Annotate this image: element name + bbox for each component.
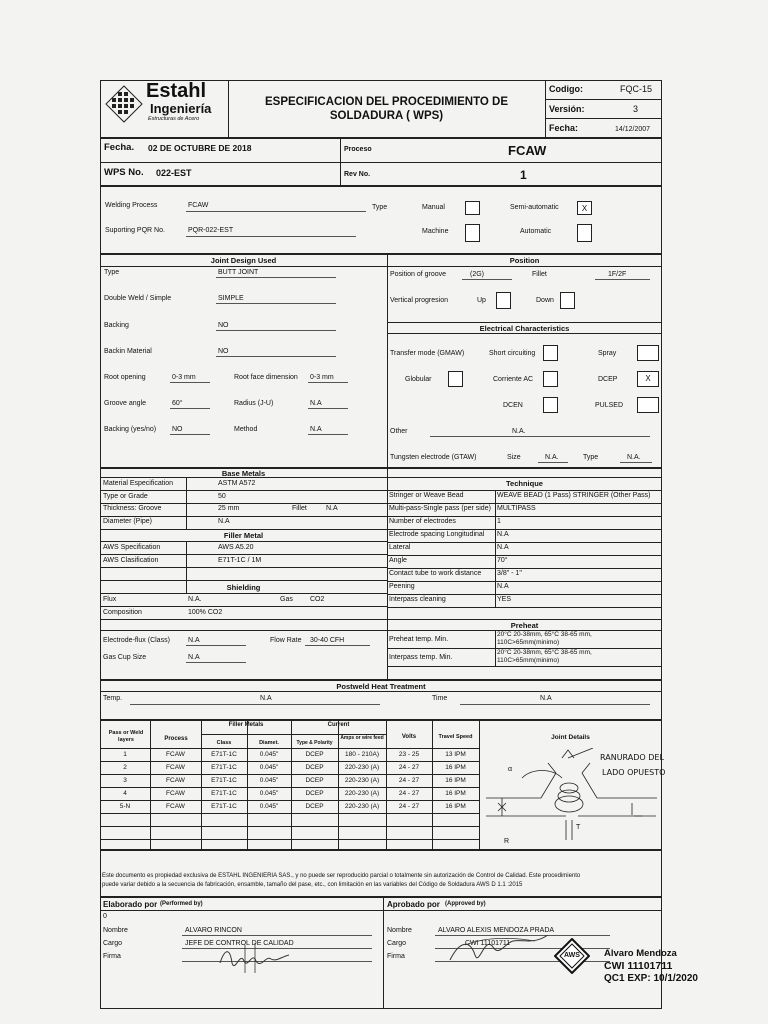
pass-cell[interactable]: 13 IPM bbox=[445, 751, 466, 758]
tungsten-type-label: Type bbox=[583, 454, 599, 461]
h-filler: Filler Metals bbox=[228, 722, 264, 728]
other-label: Other bbox=[390, 428, 408, 435]
pwht-temp-value[interactable]: N.A bbox=[260, 695, 272, 702]
form-title-line-1: ESPECIFICACION DEL PROCEDIMIENTO DE bbox=[264, 96, 509, 108]
technique-value[interactable]: N.A bbox=[497, 531, 509, 538]
pass-cell[interactable]: 24 - 27 bbox=[398, 790, 420, 797]
corriente-ac-label: Corriente AC bbox=[493, 376, 534, 383]
semi-automatic-checkbox[interactable]: X bbox=[577, 201, 592, 215]
technique-value[interactable]: YES bbox=[497, 596, 512, 603]
dcep-checkbox[interactable]: X bbox=[637, 371, 659, 387]
aprobado-label: Aprobado por bbox=[387, 900, 440, 909]
gas-label: Gas bbox=[280, 596, 293, 603]
pass-cell[interactable]: 0.045" bbox=[259, 764, 279, 771]
down-label: Down bbox=[536, 297, 554, 304]
position-fillet-value[interactable]: 1F/2F bbox=[608, 271, 627, 278]
h-joint-details: Joint Details bbox=[551, 734, 590, 741]
form-title-line-2: SOLDADURA ( WPS) bbox=[329, 110, 444, 122]
tungsten-label: Tungsten electrode (GTAW) bbox=[390, 454, 477, 461]
double-weld-label: Double Weld / Simple bbox=[104, 295, 172, 302]
backing-label: Backing bbox=[104, 322, 129, 329]
base-metal-label: Material Especification bbox=[103, 480, 174, 487]
globular-checkbox[interactable] bbox=[448, 371, 463, 387]
position-groove-label: Position of groove bbox=[390, 271, 447, 278]
base-metal-value[interactable]: ASTM A572 bbox=[218, 480, 256, 487]
process-box bbox=[100, 186, 662, 254]
thickness-fillet-label: Fillet bbox=[292, 505, 307, 512]
technique-row-line bbox=[387, 568, 662, 569]
stamp-line-1: Alvaro Mendoza bbox=[604, 948, 677, 959]
short-circuiting-label: Short circuiting bbox=[489, 350, 536, 357]
down-checkbox[interactable] bbox=[560, 292, 575, 309]
dim-r: R bbox=[504, 838, 510, 845]
size-value[interactable]: N.A. bbox=[545, 454, 559, 461]
codigo-value: FQC-15 bbox=[620, 84, 653, 94]
wps-value: 022-EST bbox=[156, 168, 192, 178]
pass-row-line bbox=[100, 800, 479, 801]
pass-cell[interactable]: 0.045" bbox=[259, 803, 279, 810]
base-metal-value[interactable]: 25 mm bbox=[218, 505, 240, 512]
technique-label: Number of electrodes bbox=[389, 518, 456, 525]
pass-cell[interactable]: 2 bbox=[123, 764, 127, 771]
machine-checkbox[interactable] bbox=[465, 224, 480, 242]
composition-label: Composition bbox=[103, 609, 142, 616]
disclaimer-line-2: puede variar debido a la secuencia de fabricación, ensamble, tamaño del pase, etc., con limitación en las variables del Código de Soldadura AWS D 1.1 :2015 bbox=[102, 882, 523, 888]
technique-row-line bbox=[387, 516, 662, 517]
root-face-value[interactable]: 0-3 mm bbox=[310, 374, 334, 381]
backin-material-value[interactable]: NO bbox=[218, 348, 229, 355]
proceso-label: Proceso bbox=[344, 146, 372, 153]
rev-label: Rev No. bbox=[344, 171, 371, 178]
rev-value: 1 bbox=[520, 168, 527, 182]
pass-cell[interactable]: 16 IPM bbox=[445, 790, 466, 797]
h-volts: Volts bbox=[401, 734, 417, 740]
version-label: Versión: bbox=[549, 104, 585, 114]
joint-annotation-1: RANURADO DEL bbox=[600, 753, 664, 762]
position-fillet-label: Fillet bbox=[532, 271, 547, 278]
preheat-min-value-1[interactable]: 20°C 20-38mm, 65°C 38-65 mm, bbox=[497, 631, 592, 638]
pwht-time-label: Time bbox=[432, 695, 448, 702]
pass-col-line bbox=[247, 720, 248, 850]
base-metal-label: Type or Grade bbox=[103, 493, 148, 500]
transfer-mode-label: Transfer mode (GMAW) bbox=[390, 350, 465, 357]
filler-subheader-line bbox=[201, 734, 386, 735]
root-opening-label: Root opening bbox=[104, 374, 146, 381]
pass-cell[interactable]: 24 - 27 bbox=[398, 777, 420, 784]
preheat-heading: Preheat bbox=[510, 621, 539, 630]
pass-col-line bbox=[291, 720, 292, 850]
dim-alpha: α bbox=[508, 766, 513, 773]
pass-cell[interactable]: 180 - 210A) bbox=[345, 751, 379, 758]
technique-value[interactable]: 3/8" - 1" bbox=[497, 570, 522, 577]
shielding-heading: Shielding bbox=[226, 583, 261, 592]
technique-label: Stringer or Weave Bead bbox=[389, 492, 464, 499]
h-type: Type & Polarity bbox=[296, 740, 333, 746]
pass-cell[interactable]: 3 bbox=[123, 777, 127, 784]
composition-value[interactable]: 100% CO2 bbox=[188, 609, 223, 616]
aws-stamp-logo: AWS bbox=[564, 952, 580, 959]
pass-cell[interactable]: FCAW bbox=[166, 790, 185, 797]
elaborado-firma-label: Firma bbox=[103, 953, 121, 960]
pass-cell[interactable]: FCAW bbox=[166, 764, 185, 771]
pwht-time-value[interactable]: N.A bbox=[540, 695, 552, 702]
pass-row-line bbox=[100, 826, 479, 827]
fecha-header-label: Fecha: bbox=[549, 123, 579, 133]
aprobado-sub: (Approved by) bbox=[445, 901, 486, 907]
automatic-label: Automatic bbox=[520, 228, 552, 235]
position-groove-value[interactable]: (2G) bbox=[470, 271, 484, 278]
automatic-checkbox[interactable] bbox=[577, 224, 592, 242]
aprobado-cargo-label: Cargo bbox=[387, 940, 407, 947]
pass-cell[interactable]: DCEP bbox=[305, 777, 324, 784]
welding-process-value[interactable]: FCAW bbox=[188, 202, 209, 209]
fecha-header-value: 14/12/2007 bbox=[615, 126, 651, 133]
technique-row-line bbox=[387, 607, 662, 608]
company-logo-icon bbox=[104, 84, 144, 124]
joint-design-heading: Joint Design Used bbox=[210, 256, 277, 265]
preheat-min-value-2[interactable]: 110C>65mm(minimo) bbox=[497, 639, 560, 646]
base-metal-label: Diameter (Pipe) bbox=[103, 518, 153, 525]
dcen-checkbox[interactable] bbox=[543, 397, 558, 413]
manual-checkbox[interactable] bbox=[465, 201, 480, 215]
pass-cell[interactable]: 220-230 (A) bbox=[344, 790, 380, 797]
corriente-ac-checkbox[interactable] bbox=[543, 371, 558, 387]
pass-cell[interactable]: FCAW bbox=[166, 777, 185, 784]
pass-col-line bbox=[338, 720, 339, 850]
aprobado-cargo-value[interactable]: CWI 11101711 bbox=[465, 940, 511, 947]
pass-cell[interactable]: 220-230 (A) bbox=[344, 764, 380, 771]
elaborado-cargo-label: Cargo bbox=[103, 940, 123, 947]
radius-label: Radius (J-U) bbox=[234, 400, 274, 407]
pass-cell[interactable]: DCEP bbox=[305, 764, 324, 771]
technique-value[interactable]: N.A bbox=[497, 544, 509, 551]
joint-type-label: Type bbox=[104, 269, 120, 276]
pwht-temp-label: Temp. bbox=[103, 695, 123, 702]
tungsten-type-value[interactable]: N.A. bbox=[627, 454, 641, 461]
technique-label: Angle bbox=[389, 557, 407, 564]
elaborado-sub: (Performed by) bbox=[160, 901, 203, 907]
flux-value[interactable]: N.A. bbox=[188, 596, 202, 603]
stamp-line-3: QC1 EXP: 10/1/2020 bbox=[604, 973, 698, 984]
technique-value[interactable]: 1 bbox=[497, 518, 501, 525]
technique-row-line bbox=[387, 490, 662, 491]
h-travel: Travel Speed bbox=[438, 734, 473, 740]
backing-yes-no-value[interactable]: NO bbox=[172, 426, 183, 433]
pwht-heading: Postweld Heat Treatment bbox=[336, 682, 426, 691]
pass-row-line bbox=[100, 787, 479, 788]
filler-metal-label: AWS Specification bbox=[103, 544, 161, 551]
version-value: 3 bbox=[633, 104, 639, 114]
elaborado-nombre-label: Nombre bbox=[103, 927, 128, 934]
aprobado-nombre-label: Nombre bbox=[387, 927, 412, 934]
technique-label: Contact tube to work distance bbox=[389, 570, 482, 577]
flow-rate-value[interactable]: 30-40 CFH bbox=[310, 637, 345, 644]
pulsed-label: PULSED bbox=[595, 402, 624, 409]
pass-cell[interactable]: 24 - 27 bbox=[398, 764, 420, 771]
pass-cell[interactable]: 4 bbox=[123, 790, 127, 797]
wps-form bbox=[100, 80, 698, 1020]
filler-metal-value[interactable]: E71T-1C / 1M bbox=[218, 557, 262, 564]
aprobado-signature bbox=[445, 935, 555, 970]
pulsed-checkbox[interactable] bbox=[637, 397, 659, 413]
dcen-label: DCEN bbox=[503, 402, 523, 409]
fecha-value: 02 DE OCTUBRE DE 2018 bbox=[148, 143, 252, 153]
up-label: Up bbox=[477, 297, 486, 304]
pass-cell[interactable]: 220-230 (A) bbox=[344, 777, 380, 784]
elaborado-signature bbox=[215, 943, 295, 973]
up-checkbox[interactable] bbox=[496, 292, 511, 309]
groove-angle-value[interactable]: 60° bbox=[172, 400, 183, 407]
pass-row-line bbox=[100, 774, 479, 775]
supporting-pqr-label: Suporting PQR No. bbox=[105, 227, 165, 234]
elaborado-label: Elaborado por bbox=[103, 900, 158, 909]
pass-row-line bbox=[100, 748, 479, 749]
root-face-label: Root face dimension bbox=[234, 374, 298, 381]
pass-cell[interactable]: E71T-1C bbox=[211, 790, 237, 797]
company-name: Estahl bbox=[146, 80, 207, 102]
pass-cell[interactable]: E71T-1C bbox=[211, 803, 237, 810]
pass-col-line bbox=[201, 720, 202, 850]
company-tagline: Estructuras de Acero bbox=[148, 116, 200, 122]
pass-cell[interactable]: DCEP bbox=[305, 790, 324, 797]
pass-cell[interactable]: 220-230 (A) bbox=[344, 803, 380, 810]
h-class: Class bbox=[216, 740, 232, 746]
pass-cell[interactable]: FCAW bbox=[166, 751, 185, 758]
filler-metal-label: AWS Clasification bbox=[103, 557, 159, 564]
h-process: Process bbox=[164, 736, 188, 742]
other-value[interactable]: N.A. bbox=[512, 428, 526, 435]
aprobado-nombre-value[interactable]: ALVARO ALEXIS MENDOZA PRADA bbox=[438, 927, 555, 934]
electrode-flux-value[interactable]: N.A bbox=[188, 637, 200, 644]
technique-row-line bbox=[387, 594, 662, 595]
method-value[interactable]: N.A bbox=[310, 426, 322, 433]
zero-label: 0 bbox=[103, 913, 107, 920]
technique-label: Multi-pass-Single pass (per side) bbox=[389, 505, 491, 512]
root-opening-value[interactable]: 0-3 mm bbox=[172, 374, 196, 381]
fecha-label: Fecha. bbox=[104, 142, 135, 153]
stamp-line-2: CWI 11101711 bbox=[604, 960, 673, 972]
interpass-min-label: Interpass temp. Min. bbox=[389, 654, 453, 661]
pass-row-line bbox=[100, 761, 479, 762]
h-current: Current bbox=[327, 722, 350, 728]
disclaimer-line-1: Este documento es propiedad exclusiva de ESTAHL INGENIERIA SAS., y no puede ser reproducido parcial o totalmente sin autorización de Control de Calidad. Este procedimiento bbox=[102, 873, 581, 879]
electrode-flux-label: Electrode-flux (Class) bbox=[103, 637, 170, 644]
flow-rate-label: Flow Rate bbox=[270, 637, 302, 644]
interpass-min-value-2[interactable]: 110C>65mm(minimo) bbox=[497, 657, 560, 664]
technique-row-line bbox=[387, 555, 662, 556]
technique-label: Peening bbox=[389, 583, 415, 590]
joint-details-sketch bbox=[482, 748, 660, 848]
pass-cell[interactable]: 24 - 27 bbox=[398, 803, 420, 810]
pass-cell[interactable]: E71T-1C bbox=[211, 777, 237, 784]
wps-label: WPS No. bbox=[104, 167, 144, 178]
proceso-value: FCAW bbox=[508, 143, 547, 158]
technique-heading: Technique bbox=[506, 479, 543, 488]
size-label: Size bbox=[507, 454, 521, 461]
thickness-fillet-value[interactable]: N.A bbox=[326, 505, 338, 512]
short-circuiting-checkbox[interactable] bbox=[543, 345, 558, 361]
technique-value[interactable]: WEAVE BEAD (1 Pass) STRINGER (Other Pass) bbox=[497, 492, 651, 499]
spray-checkbox[interactable] bbox=[637, 345, 659, 361]
pass-cell[interactable]: E71T-1C bbox=[211, 751, 237, 758]
codigo-label: Codigo: bbox=[549, 84, 583, 94]
backing-yes-no-label: Backing (yes/no) bbox=[104, 426, 157, 433]
gas-cup-label: Gas Cup Size bbox=[103, 654, 147, 661]
base-metals-heading: Base Metals bbox=[221, 469, 266, 478]
gas-value[interactable]: CO2 bbox=[310, 596, 325, 603]
technique-label: Lateral bbox=[389, 544, 411, 551]
pass-cell[interactable]: 0.045" bbox=[259, 777, 279, 784]
technique-label: Interpass cleaning bbox=[389, 596, 446, 603]
pass-cell[interactable]: E71T-1C bbox=[211, 764, 237, 771]
pass-col-line bbox=[479, 720, 480, 850]
pass-cell[interactable]: 16 IPM bbox=[445, 777, 466, 784]
vertical-progression-label: Vertical progresion bbox=[390, 297, 448, 304]
company-sub: Ingeniería bbox=[150, 101, 212, 116]
filler-metal-heading: Filler Metal bbox=[223, 531, 264, 540]
pass-cell[interactable]: 23 - 25 bbox=[398, 751, 420, 758]
pass-row-line bbox=[100, 813, 479, 814]
pass-cell[interactable]: 0.045" bbox=[259, 751, 279, 758]
globular-label: Globular bbox=[405, 376, 432, 383]
pass-cell[interactable]: FCAW bbox=[166, 803, 185, 810]
flux-label: Flux bbox=[103, 596, 117, 603]
technique-value[interactable]: MULTIPASS bbox=[497, 505, 536, 512]
pass-cell[interactable]: 1 bbox=[123, 751, 127, 758]
base-metal-value[interactable]: N.A bbox=[218, 518, 230, 525]
pass-cell[interactable]: DCEP bbox=[305, 751, 324, 758]
technique-value[interactable]: 70° bbox=[497, 557, 508, 564]
elaborado-cargo-value[interactable]: JEFE DE CONTROL DE CALIDAD bbox=[185, 940, 294, 947]
semi-automatic-label: Semi-automatic bbox=[510, 204, 559, 211]
base-metal-label: Thickness: Groove bbox=[103, 505, 162, 512]
technique-row-line bbox=[387, 542, 662, 543]
supporting-pqr-value[interactable]: PQR-022-EST bbox=[188, 227, 234, 234]
aprobado-firma-label: Firma bbox=[387, 953, 405, 960]
joint-type-value[interactable]: BUTT JOINT bbox=[218, 269, 259, 276]
technique-row-line bbox=[387, 529, 662, 530]
elaborado-nombre-value[interactable]: ALVARO RINCON bbox=[185, 927, 242, 934]
pass-row-line bbox=[100, 839, 479, 840]
technique-value[interactable]: N.A bbox=[497, 583, 509, 590]
technique-label: Electrode spacing Longitudinal bbox=[389, 531, 485, 538]
method-label: Method bbox=[234, 426, 258, 433]
dcep-label: DCEP bbox=[598, 376, 618, 383]
pass-col-line bbox=[150, 720, 151, 850]
position-heading: Position bbox=[509, 256, 540, 265]
pass-cell[interactable]: DCEP bbox=[305, 803, 324, 810]
filler-metal-value[interactable]: AWS A5.20 bbox=[218, 544, 254, 551]
h-pass: Pass or Weld layers bbox=[108, 730, 144, 743]
pass-cell[interactable]: 16 IPM bbox=[445, 764, 466, 771]
interpass-min-value-1[interactable]: 20°C 20-38mm, 65°C 38-65 mm, bbox=[497, 649, 592, 656]
radius-value[interactable]: N.A bbox=[310, 400, 322, 407]
dim-t: T bbox=[576, 824, 581, 831]
pass-col-line bbox=[432, 720, 433, 850]
pass-cell[interactable]: 16 IPM bbox=[445, 803, 466, 810]
h-diam: Diamet. bbox=[259, 740, 279, 746]
backing-value[interactable]: NO bbox=[218, 322, 229, 329]
technique-row-line bbox=[387, 503, 662, 504]
gas-cup-value[interactable]: N.A bbox=[188, 654, 200, 661]
pass-col-line bbox=[386, 720, 387, 850]
type-label: Type bbox=[372, 204, 388, 211]
technique-row-line bbox=[387, 581, 662, 582]
groove-angle-label: Groove angle bbox=[104, 400, 147, 407]
double-weld-value[interactable]: SIMPLE bbox=[218, 295, 244, 302]
spray-label: Spray bbox=[598, 350, 617, 357]
h-amps: Amps or wire feed bbox=[340, 735, 384, 741]
manual-label: Manual bbox=[422, 204, 445, 211]
joint-annotation-2: LADO OPUESTO bbox=[602, 768, 666, 777]
base-metal-value[interactable]: 50 bbox=[218, 493, 226, 500]
pass-cell[interactable]: 5-N bbox=[119, 803, 131, 810]
preheat-min-label: Preheat temp. Min. bbox=[389, 636, 449, 643]
machine-label: Machine bbox=[422, 228, 449, 235]
welding-process-label: Welding Process bbox=[105, 202, 158, 209]
pass-cell[interactable]: 0.045" bbox=[259, 790, 279, 797]
electrical-heading: Electrical Characteristics bbox=[479, 324, 570, 333]
backin-material-label: Backin Material bbox=[104, 348, 152, 355]
